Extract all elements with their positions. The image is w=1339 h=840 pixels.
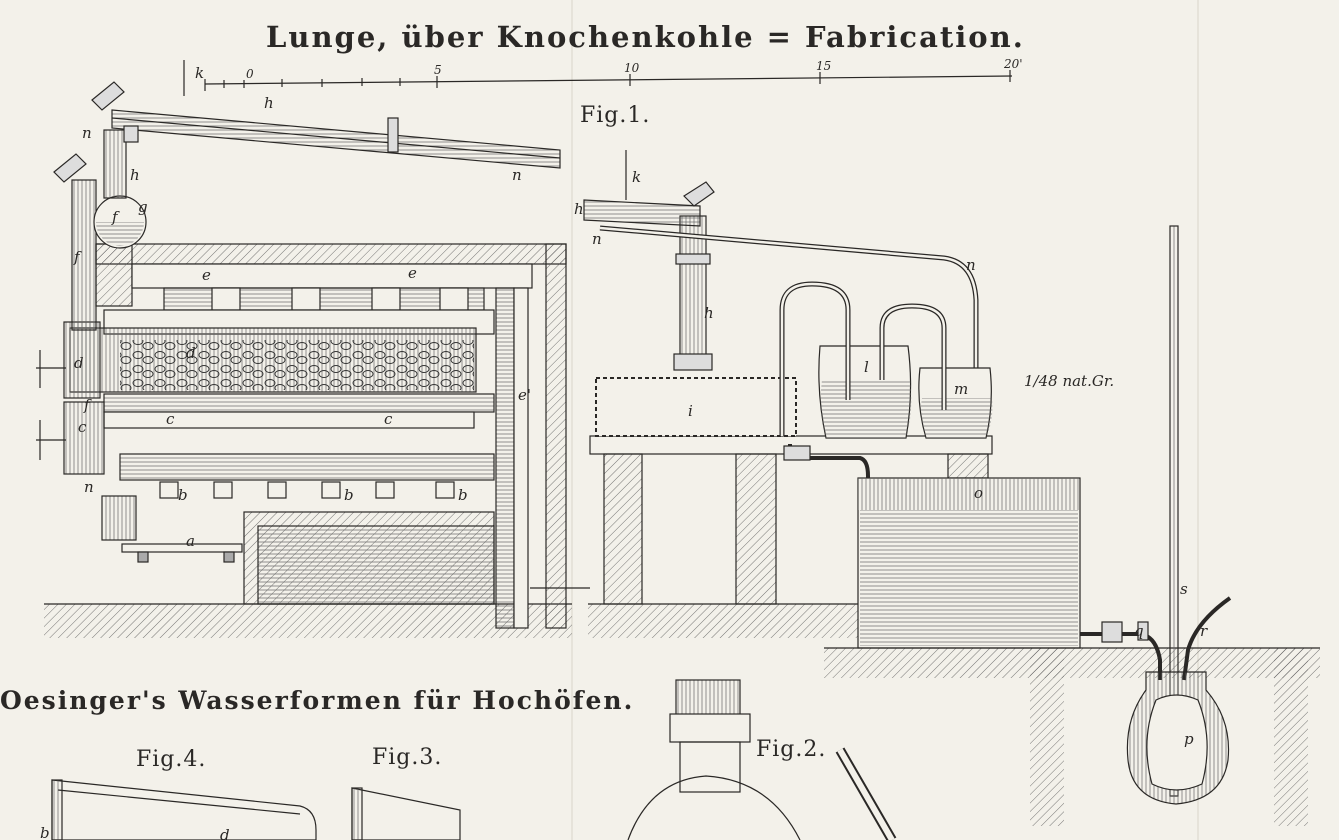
scale-tick-15: 15 — [816, 59, 832, 73]
fig4-drawing — [52, 780, 316, 840]
scale-bar — [205, 70, 1012, 91]
label-o: o — [974, 484, 984, 502]
label-e: e — [202, 266, 211, 284]
fig1-caption: Fig.1. — [580, 103, 651, 128]
label-n: n — [82, 124, 92, 142]
label-c: c — [78, 418, 87, 436]
fig3-drawing — [352, 788, 460, 840]
label-k: k — [195, 64, 205, 82]
label-h: h — [574, 200, 584, 218]
label-b: b — [344, 486, 354, 504]
label-e: e — [408, 264, 417, 282]
label-d: d — [186, 344, 196, 362]
label-s: s — [1180, 580, 1188, 598]
label-a: a — [186, 532, 195, 550]
fig3-caption: Fig.3. — [372, 745, 443, 770]
label-m: m — [954, 380, 969, 398]
scale-tick-5: 5 — [434, 63, 442, 77]
label-b: b — [178, 486, 188, 504]
label-h: h — [704, 304, 714, 322]
label-g: g — [138, 198, 148, 216]
label-d: d — [74, 354, 84, 372]
plate-title: Lunge, über Knochenkohle = Fabrication. — [266, 20, 1025, 54]
label-h: h — [264, 94, 274, 112]
scale-tick-20: 20' — [1004, 57, 1023, 71]
scale-note: 1/48 nat.Gr. — [1024, 372, 1115, 390]
label-i: i — [688, 402, 693, 420]
label-f: f — [74, 248, 80, 266]
label-c: c — [384, 410, 393, 428]
label-d: d — [220, 826, 230, 840]
scale-tick-0: 0 — [246, 67, 254, 81]
label-e-prime: e' — [518, 386, 532, 404]
fig2-caption: Fig.2. — [756, 737, 827, 762]
label-r: r — [1200, 622, 1208, 640]
label-f: f — [112, 208, 118, 226]
scale-tick-10: 10 — [624, 61, 640, 75]
label-n: n — [84, 478, 94, 496]
label-c: c — [166, 410, 175, 428]
fig4-caption: Fig.4. — [136, 747, 207, 772]
label-l: l — [864, 358, 869, 376]
label-n: n — [512, 166, 522, 184]
label-q: q — [1134, 622, 1144, 640]
furnace-section — [36, 60, 590, 638]
label-n: n — [966, 256, 976, 274]
label-k: k — [632, 168, 642, 186]
label-h: h — [130, 166, 140, 184]
label-f: f — [84, 396, 90, 414]
label-b: b — [40, 824, 50, 840]
label-p: p — [1184, 730, 1194, 748]
label-n: n — [592, 230, 602, 248]
label-b: b — [458, 486, 468, 504]
section-title: Oesinger's Wasserformen für Hochöfen. — [0, 686, 635, 715]
